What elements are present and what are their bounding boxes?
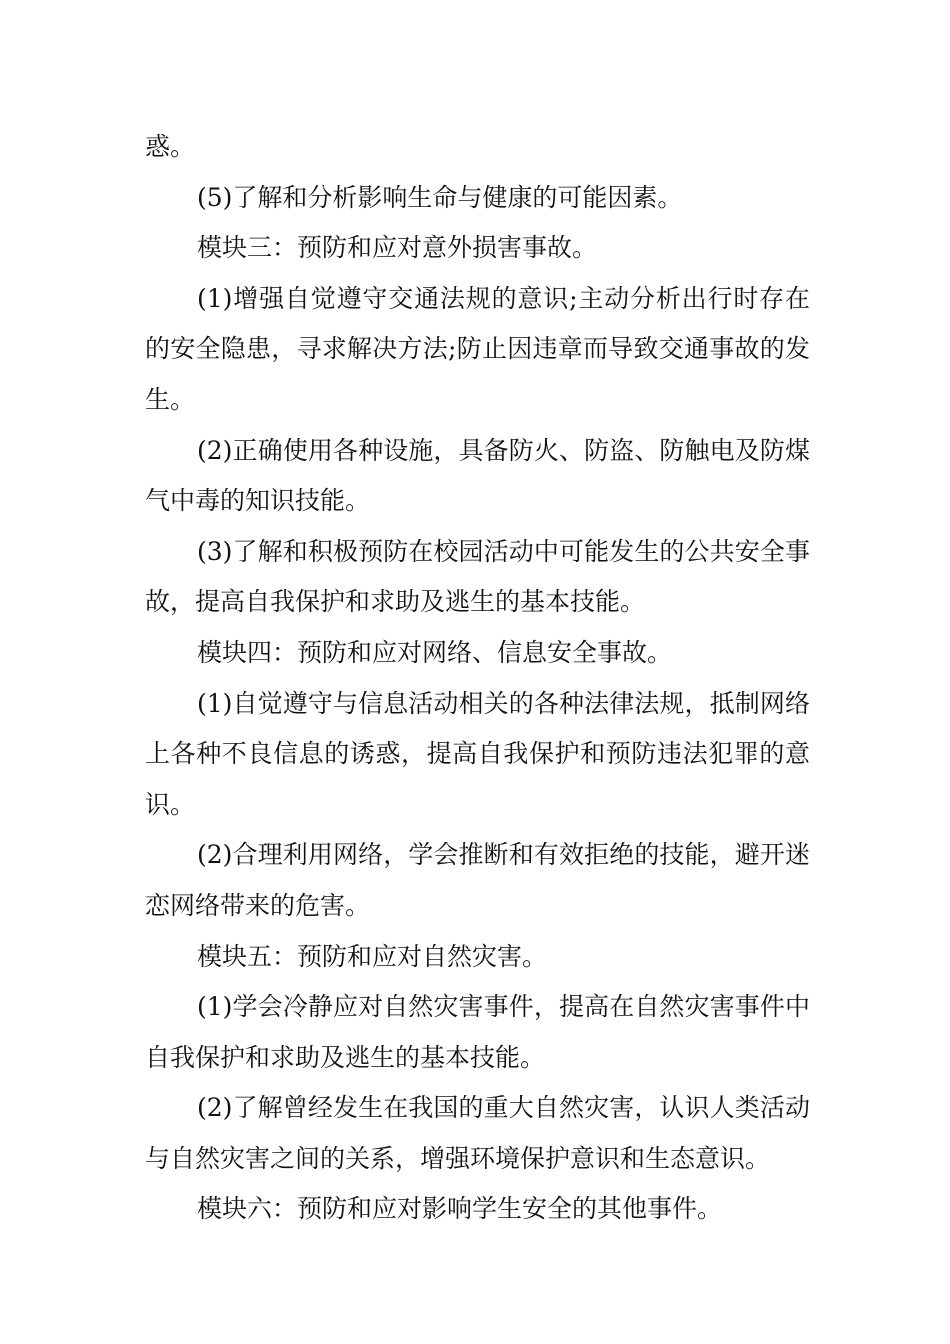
- module-four-item-1: (1)自觉遵守与信息活动相关的各种法律法规，抵制网络上各种不良信息的诱惑，提高自我保护和预防违法犯罪的意识。: [145, 688, 810, 819]
- paragraph-item-5: (5)了解和分析影响生命与健康的可能因素。: [197, 182, 683, 212]
- document-body: [145, 122, 810, 1235]
- module-three-heading: 模块三：预防和应对意外损害事故。: [197, 233, 598, 263]
- module-three-item-3: (3)了解和积极预防在校园活动中可能发生的公共安全事故，提高自我保护和求助及逃生的基本技能。: [145, 536, 810, 617]
- module-four-item-2: (2)合理利用网络，学会推断和有效拒绝的技能，避开迷恋网络带来的危害。: [145, 840, 810, 920]
- module-three-item-1: (1)增强自觉遵守交通法规的意识;主动分析出行时存在的安全隐患，寻求解决方法;防止因违章而导致交通事故的发生。: [145, 283, 810, 414]
- paragraph-continuation: 惑。: [145, 132, 196, 161]
- module-six-heading: 模块六：预防和应对影响学生安全的其他事件。: [197, 1194, 723, 1224]
- module-five-item-1: (1)学会冷静应对自然灾害事件，提高在自然灾害事件中自我保护和求助及逃生的基本技能。: [145, 992, 810, 1072]
- module-three-item-2: (2)正确使用各种设施，具备防火、防盗、防触电及防煤气中毒的知识技能。: [145, 435, 810, 516]
- module-four-heading: 模块四：预防和应对网络、信息安全事故。: [197, 637, 673, 667]
- module-five-heading: 模块五：预防和应对自然灾害。: [197, 941, 548, 971]
- module-five-item-2: (2)了解曾经发生在我国的重大自然灾害，认识人类活动与自然灾害之间的关系，增强环境保护意识和生态意识。: [145, 1093, 810, 1173]
